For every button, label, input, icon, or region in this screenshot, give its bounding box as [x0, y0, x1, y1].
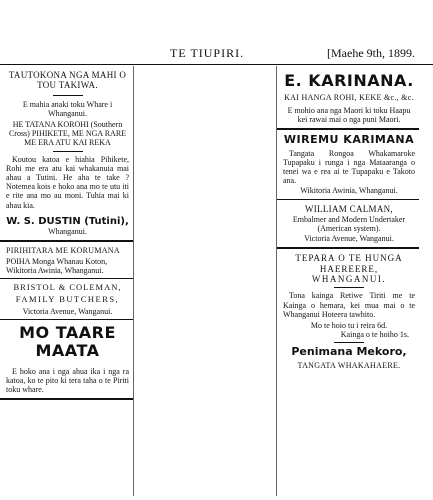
ad-dustin [0, 66, 133, 236]
newspaper-title: TE TIUPIRI. [170, 46, 245, 60]
ad-karinana-heading: E. KARINANA. [284, 71, 414, 90]
ad-calman-address: Victoria Avenue, Wanganui. [304, 234, 394, 244]
ad-karinana [277, 66, 419, 124]
ad-wiremu-text: Tangata Rongoa Whakamaroke Tupapaku i runga i nga Mataaranga o tenei wa e rea ai te Tupapaku e Takoto ana. [283, 148, 415, 186]
ad-bristol-line2: FAMILY BUTCHERS, [15, 293, 120, 304]
ad-dustin-place: Whanganui. [48, 227, 87, 237]
ad-tepara-heading2: HAEREERE, [319, 263, 379, 274]
ad-taare-heading: MO TAARE MAATA [19, 322, 116, 361]
ad-tepara-text: Tona kainga Retiwe Tiriti me te Kainga o hemara, kei mua mai o te Whanganui Hoteera tawhito. [283, 291, 415, 319]
ad-rule [277, 247, 419, 249]
ad-tepara-price1: Mo te hoio tu i reira 6d. [310, 321, 388, 331]
ad-taare-text: E hoko ana i nga ahua ika i nga ra katoa, ko te pito ki tera taha o te Piriti toku whare. [6, 366, 129, 394]
ad-bristol-line1: BRISTOL & COLEMAN, [13, 282, 122, 292]
ad-rule [277, 128, 419, 130]
page-header [0, 44, 433, 64]
ad-dustin-text2: HE TATANA KOROHI (Southern Cross) PIHIKETE, ME NGA RARE ME ERA ATU KAI REKA [8, 120, 127, 148]
ad-tepara-title: TANGATA WHAKAHAERE. [297, 361, 401, 371]
ad-pirihitara-heading: PIRIHITARA ME KORUMANA [6, 246, 120, 256]
ad-wiremu-heading: WIREMU KARIMANA [283, 132, 415, 146]
short-rule [53, 151, 83, 152]
ad-calman [277, 204, 419, 244]
short-rule [53, 95, 83, 96]
ad-wiremu-address: Wikitoria Awinia, Whanganui. [300, 186, 398, 196]
ad-bristol-line3: Victoria Avenue, Wanganui. [22, 306, 113, 316]
ad-taare-maata [0, 324, 133, 394]
ad-rule [0, 319, 133, 320]
ad-dustin-text1: E mahia anaki toku Whare i Whanganui. [22, 99, 113, 118]
ad-rule [277, 199, 419, 200]
left-column [0, 66, 133, 404]
ad-rule [0, 240, 133, 242]
ad-dustin-heading: TAUTOKONA NGA MAHI O TOU TAKIWA. [8, 70, 127, 91]
column-divider-left [133, 66, 134, 496]
ad-dustin-name: W. S. DUSTIN (Tutini), [6, 215, 129, 227]
ad-pirihitara [0, 246, 133, 275]
issue-date: [Maehe 9th, 1899. [327, 46, 415, 60]
ad-calman-heading: WILLIAM CALMAN, [305, 203, 393, 214]
ad-tepara-name: Penimana Mekoro, [291, 345, 407, 359]
ad-wiremu [277, 134, 419, 196]
ad-dustin-text3: Koutou katoa e hiahia Pihikete, Rohi me era atu kai whakanuia mai ahau a Tutini. He aha te take ? Notemea kois e hoko ana mo te utu iti e rite ana mo au moni. Tuhia mai ki ahau kia. [6, 154, 129, 210]
ad-karinana-sub: KAI HANGA ROHI, KEKE &c., &c. [284, 93, 414, 103]
short-rule [334, 287, 364, 288]
ad-tepara-price2: Kainga o te hoiho 1s. [340, 330, 409, 340]
ad-pirihitara-text: POIHA Monga Whanau Koton, Wikitoria Awinia, Whanganui. [6, 256, 108, 275]
ad-rule [0, 278, 133, 279]
ad-tepara-heading1: TEPARA O TE HUNGA [295, 253, 403, 264]
ad-karinana-text: E mohio ana nga Maori ki toku Haapu kei rawai mai o nga puni Maori. [287, 105, 411, 124]
short-rule [334, 342, 364, 343]
right-column [277, 66, 419, 370]
ad-calman-text: Embalmer and Modern Undertaker (American system). [292, 214, 406, 234]
header-rule [0, 64, 433, 65]
ad-bristol [0, 283, 133, 316]
ad-rule [0, 398, 133, 400]
ad-tepara [277, 253, 419, 370]
ad-tepara-heading3: WHANGANUI. [311, 274, 387, 285]
